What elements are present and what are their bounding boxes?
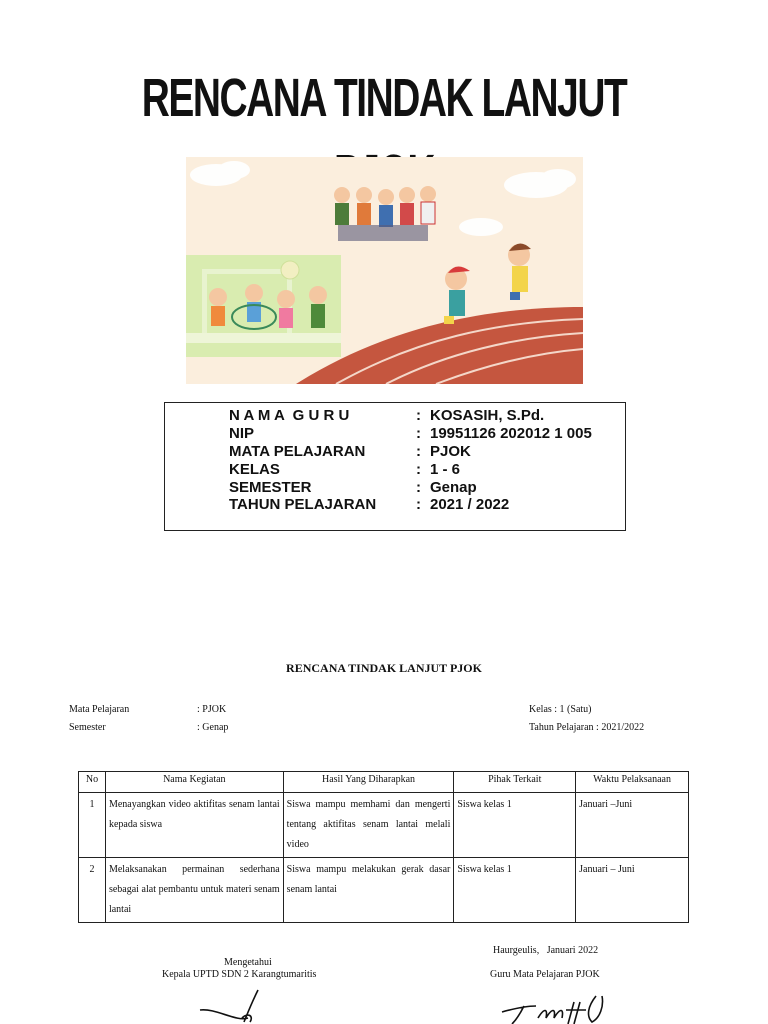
table-header-row xyxy=(79,772,689,793)
col-header-no: No xyxy=(79,772,106,793)
cell-party: Siswa kelas 1 xyxy=(454,793,576,858)
teacher-signature xyxy=(496,992,626,1024)
info-label: SEMESTER xyxy=(229,479,312,496)
cell-no: 2 xyxy=(79,858,106,923)
subject-label: Mata Pelajaran xyxy=(69,704,130,715)
cell-no: 1 xyxy=(79,793,106,858)
info-value: KOSASIH, S.Pd. xyxy=(430,407,545,424)
semester-value: : Genap xyxy=(197,722,229,733)
info-label: N A M A G U R U xyxy=(229,407,350,424)
plan-table xyxy=(78,771,689,923)
class-info: Kelas : 1 (Satu) xyxy=(529,704,592,715)
cell-time: Januari – Juni xyxy=(576,858,689,923)
place-date: Haurgeulis, Januari 2022 xyxy=(493,945,599,956)
acknowledged-label: Mengetahui xyxy=(224,957,272,968)
principal-signature xyxy=(196,988,276,1024)
sports-kids-illustration xyxy=(186,157,583,384)
info-label: KELAS xyxy=(229,461,280,478)
col-header-activity: Nama Kegiatan xyxy=(105,772,283,793)
year-info: Tahun Pelajaran : 2021/2022 xyxy=(529,722,645,733)
principal-title: Kepala UPTD SDN 2 Karangtumaritis xyxy=(162,969,317,980)
table-row xyxy=(79,793,689,858)
subject-value: : PJOK xyxy=(197,704,227,715)
teacher-title: Guru Mata Pelajaran PJOK xyxy=(490,969,600,980)
info-value: 1 - 6 xyxy=(430,461,461,478)
cell-activity: Menayangkan video aktifitas senam lantai kepada siswa xyxy=(105,793,283,858)
cover-title: RENCANA TINDAK LANJUT xyxy=(141,68,627,128)
info-value: PJOK xyxy=(430,443,471,460)
cell-expected: Siswa mampu melakukan gerak dasar senam lantai xyxy=(283,858,454,923)
cell-party: Siswa kelas 1 xyxy=(454,858,576,923)
info-value: Genap xyxy=(430,479,477,496)
table-row xyxy=(79,858,689,923)
teacher-info-box: N A M A G U R U : KOSASIH, S.Pd. NIP : 19951126 202012 1 005 MATA PELAJARAN : PJOK KELAS : 1 - 6 SEMESTER : Genap TAHUN PELAJARAN : 2021 / 2022 xyxy=(164,402,626,531)
cell-time: Januari –Juni xyxy=(576,793,689,858)
info-value: 19951126 202012 1 005 xyxy=(430,425,592,442)
col-header-party: Pihak Terkait xyxy=(454,772,576,793)
info-value: 2021 / 2022 xyxy=(430,496,510,513)
col-header-time: Waktu Pelaksanaan xyxy=(576,772,689,793)
info-label: MATA PELAJARAN xyxy=(229,443,366,460)
info-label: NIP xyxy=(229,425,255,442)
plan-title: RENCANA TINDAK LANJUT PJOK xyxy=(286,661,482,675)
cell-activity: Melaksanakan permainan sederhana sebagai alat pembantu untuk materi senam lantai xyxy=(105,858,283,923)
cell-expected: Siswa mampu memhami dan mengerti tentang aktifitas senam lantai melali video xyxy=(283,793,454,858)
info-label: TAHUN PELAJARAN xyxy=(229,496,377,513)
col-header-expected: Hasil Yang Diharapkan xyxy=(283,772,454,793)
semester-label: Semester xyxy=(69,722,106,733)
